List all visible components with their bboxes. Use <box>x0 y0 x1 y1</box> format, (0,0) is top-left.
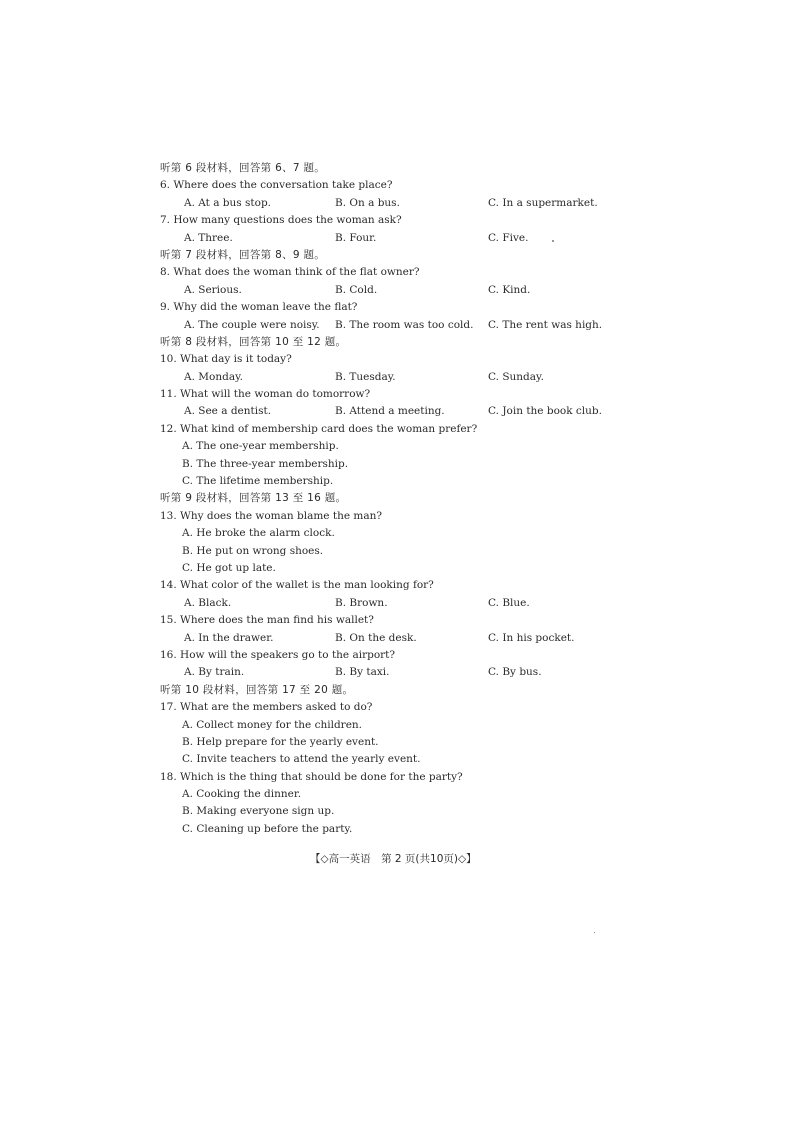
answer-option: A. The one-year membership. <box>182 440 339 453</box>
question-stem: 18. Which is the thing that should be done for the party? <box>160 770 463 783</box>
section-header: 听第 7 段材料，回答第 8、9 题。 <box>160 248 326 261</box>
scan-speck <box>552 240 554 242</box>
answer-option: B. He put on wrong shoes. <box>182 544 324 557</box>
question-stem: 17. What are the members asked to do? <box>160 701 373 714</box>
question-stem: 8. What does the woman think of the flat owner? <box>160 266 420 279</box>
answer-option: A. Three. <box>184 231 233 244</box>
answer-option: C. The rent was high. <box>488 318 603 331</box>
options-row <box>160 230 640 247</box>
answer-option: A. In the drawer. <box>184 631 274 644</box>
answer-option: B. Cold. <box>335 283 378 296</box>
answer-option: B. Four. <box>335 231 377 244</box>
options-row <box>160 195 640 212</box>
section-header: 听第 6 段材料，回答第 6、7 题。 <box>160 162 326 174</box>
question-stem: 11. What will the woman do tomorrow? <box>160 388 371 401</box>
options-row <box>160 282 640 299</box>
section-header: 听第 9 段材料，回答第 13 至 16 题。 <box>160 492 347 505</box>
answer-option: C. Blue. <box>488 596 530 609</box>
question-stem: 10. What day is it today? <box>160 353 292 366</box>
answer-option: B. Brown. <box>335 596 388 609</box>
answer-option: A. Collect money for the children. <box>182 718 363 731</box>
answer-option: B. The room was too cold. <box>335 318 474 331</box>
answer-option: A. He broke the alarm clock. <box>182 527 335 540</box>
answer-option: C. Kind. <box>488 283 531 296</box>
answer-option: A. At a bus stop. <box>184 196 272 209</box>
answer-option: A. Monday. <box>184 370 243 383</box>
answer-option: B. Help prepare for the yearly event. <box>182 735 379 748</box>
question-stem: 6. Where does the conversation take place? <box>160 179 393 192</box>
options-row <box>160 403 640 420</box>
answer-option: C. He got up late. <box>182 561 276 574</box>
question-stem: 7. How many questions does the woman ask? <box>160 214 402 227</box>
answer-option: B. Making everyone sign up. <box>182 805 335 818</box>
answer-option: C. Cleaning up before the party. <box>182 822 353 835</box>
answer-option: C. In a supermarket. <box>488 196 598 209</box>
answer-option: A. See a dentist. <box>184 405 272 418</box>
section-header: 听第 10 段材料，回答第 17 至 20 题。 <box>160 683 354 696</box>
answer-option: B. Tuesday. <box>335 370 396 383</box>
answer-option: A. Black. <box>184 596 232 609</box>
question-stem: 16. How will the speakers go to the airport? <box>160 648 396 661</box>
answer-option: A. By train. <box>184 666 245 679</box>
question-stem: 9. Why did the woman leave the flat? <box>160 301 358 314</box>
answer-option: B. On a bus. <box>335 196 400 209</box>
answer-option: C. By bus. <box>488 666 542 679</box>
options-row <box>160 664 640 681</box>
question-stem: 14. What color of the wallet is the man looking for? <box>160 579 434 592</box>
scan-speck <box>594 932 595 933</box>
answer-option: C. Five. <box>488 231 529 244</box>
answer-option: B. The three-year membership. <box>182 457 349 470</box>
answer-option: A. The couple were noisy. <box>184 318 320 331</box>
listening-section-content <box>160 160 640 838</box>
options-row <box>160 595 640 612</box>
options-row <box>160 317 640 334</box>
answer-option: C. Join the book club. <box>488 405 602 418</box>
answer-option: C. The lifetime membership. <box>182 475 334 488</box>
answer-option: B. By taxi. <box>335 666 390 679</box>
answer-option: A. Serious. <box>184 283 242 296</box>
answer-option: C. In his pocket. <box>488 631 575 644</box>
question-stem: 13. Why does the woman blame the man? <box>160 509 382 522</box>
answer-option: B. Attend a meeting. <box>335 405 445 418</box>
answer-option: C. Invite teachers to attend the yearly event. <box>182 753 421 766</box>
options-row <box>160 630 640 647</box>
answer-option: A. Cooking the dinner. <box>182 788 302 801</box>
options-row <box>160 369 640 386</box>
question-stem: 12. What kind of membership card does the woman prefer? <box>160 422 478 435</box>
page-footer: 【◇高一英语 第 2 页(共10页)◇】 <box>310 853 477 865</box>
question-stem: 15. Where does the man find his wallet? <box>160 614 374 627</box>
answer-option: C. Sunday. <box>488 370 544 383</box>
answer-option: B. On the desk. <box>335 631 417 644</box>
section-header: 听第 8 段材料，回答第 10 至 12 题。 <box>160 335 347 348</box>
